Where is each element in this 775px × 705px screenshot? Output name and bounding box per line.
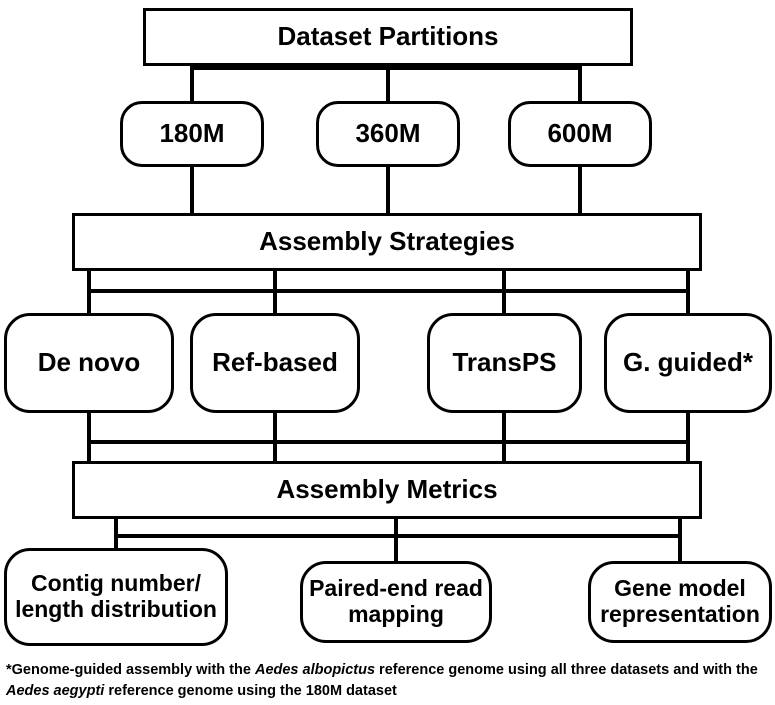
connector-metrics-top-bus: [87, 440, 690, 444]
connector-metrics-bottom-bus: [114, 534, 682, 538]
connector-600m-to-strategies: [578, 167, 582, 213]
connector-dataset-to-360m: [386, 66, 390, 101]
footnote: [6, 660, 770, 702]
node-assembly-metrics[interactable]: Assembly Metrics: [72, 461, 702, 519]
footnote-part-2: reference genome using all three datasets and with the: [375, 662, 758, 678]
node-metric-paired-end-read-mapping[interactable]: Paired-end read mapping: [300, 561, 492, 643]
node-strategy-ref-based[interactable]: Ref-based: [190, 313, 360, 413]
connector-dataset-bus: [190, 66, 582, 70]
footnote-species-aegypti: Aedes aegypti: [6, 683, 105, 700]
footnote-part-1: *Genome-guided assembly with the: [6, 662, 255, 678]
node-dataset-partitions[interactable]: Dataset Partitions: [143, 8, 633, 66]
connector-de-novo-to-metrics: [87, 413, 91, 461]
connector-metrics-to-paired: [394, 519, 398, 561]
node-strategy-de-novo[interactable]: De novo: [4, 313, 174, 413]
connector-strategies-bus: [87, 289, 690, 293]
connector-180m-to-strategies: [190, 167, 194, 213]
node-strategy-g-guided[interactable]: G. guided*: [604, 313, 772, 413]
connector-ref-based-to-metrics: [273, 413, 277, 461]
node-metric-contig-number-length-distribution[interactable]: Contig number/ length distribution: [4, 548, 228, 646]
node-partition-600m[interactable]: 600M: [508, 101, 652, 167]
connector-metrics-to-gene: [678, 519, 682, 561]
connector-dataset-to-600m: [578, 66, 582, 101]
connector-transps-to-metrics: [502, 413, 506, 461]
footnote-species-albopictus: Aedes albopictus: [254, 662, 376, 678]
node-partition-180m[interactable]: 180M: [120, 101, 264, 167]
connector-360m-to-strategies: [386, 167, 390, 213]
node-strategy-transps[interactable]: TransPS: [427, 313, 582, 413]
connector-g-guided-to-metrics: [686, 413, 690, 461]
connector-dataset-to-180m: [190, 66, 194, 101]
node-assembly-strategies[interactable]: Assembly Strategies: [72, 213, 702, 271]
node-partition-360m[interactable]: 360M: [316, 101, 460, 167]
footnote-part-3: reference genome using the 180M dataset: [104, 683, 397, 700]
node-metric-gene-model-representation[interactable]: Gene model representation: [588, 561, 772, 643]
